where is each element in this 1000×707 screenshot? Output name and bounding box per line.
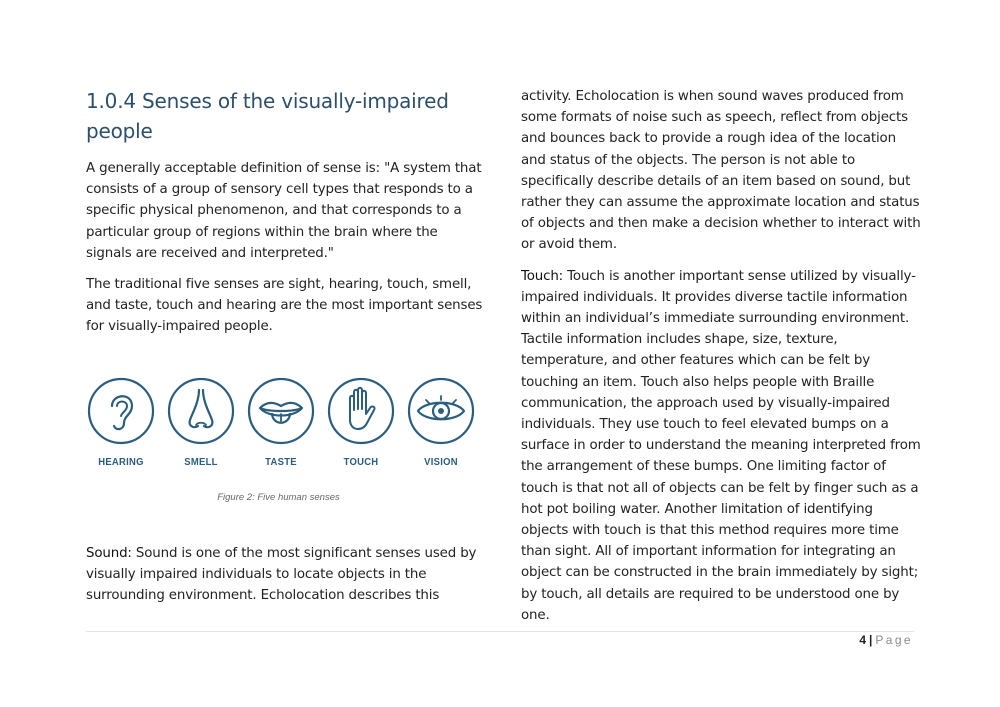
sound-paragraph-text: [86, 543, 486, 607]
sense-label-vision: VISION: [424, 456, 458, 468]
touch-text: Touch is another important sense utilized by visually-impaired individuals. It provides diverse tactile information within an individual’s immediate surrounding environment. Tactile information includes shape, size, texture, temperature, and other features which can be felt by touching an item. Touch also helps people with Braille communication, the approach used by visually-impaired individuals. They use touch to feel elevated bumps on a surface in order to understand the meaning interpreted from the arrangement of these bumps. One limiting factor of touch is that not all of objects can be felt by finger such as a hot pot boiling water. Another limitation of identifying objects with touch is that this method requires more time than sight. All of important information for integrating an object can be constructed in the brain immediately by sight; by touch, all details are required to be understood one by one.: [521, 268, 921, 623]
sense-label-hearing: HEARING: [98, 456, 144, 468]
footer-separator: |: [869, 633, 873, 647]
sense-vision: [406, 376, 476, 468]
ear-icon: [86, 376, 156, 446]
sound-term: Sound:: [86, 546, 132, 561]
page-number: 4: [859, 633, 866, 647]
left-column: [86, 86, 486, 338]
touch-paragraph: [521, 266, 921, 626]
echolocation-paragraph: activity. Echolocation is when sound waves produced from some formats of noise such as speech, reflect from objects and bounces back to provide a rough idea of the location and status of the objects. The person is not able to specifically describe details of an item based on sound, but rather they can assume the approximate location and status of objects and then make a decision whether to interact with or avoid them.: [521, 89, 921, 253]
hand-icon: [326, 376, 396, 446]
sense-definition-paragraph: A generally acceptable definition of sense is: "A system that consists of a group of sensory cell types that responds to a specific physical phenomenon, and that corresponds to a particular group of regions within the brain where the signals are received and interpreted.": [86, 161, 482, 261]
sense-touch: [326, 376, 396, 468]
sense-label-taste: TASTE: [265, 456, 297, 468]
sound-paragraph: [86, 543, 486, 607]
sense-label-touch: TOUCH: [343, 456, 379, 468]
sense-hearing: [86, 376, 156, 468]
nose-icon: [166, 376, 236, 446]
right-column: [521, 86, 921, 626]
touch-term: Touch:: [521, 268, 564, 284]
sound-text: Sound is one of the most significant senses used by visually impaired individuals to locate objects in the surrounding environment. Echolocation describes this: [86, 546, 477, 604]
tongue-icon: [246, 376, 316, 446]
five-senses-paragraph: The traditional five senses are sight, hearing, touch, smell, and taste, touch and hearing are the most important senses for visually-impaired people.: [86, 277, 483, 335]
figure-caption: Figure 2: Five human senses: [217, 492, 340, 503]
eye-icon: [406, 376, 476, 446]
footer-divider: [86, 631, 914, 632]
section-title: 1.0.4 Senses of the visually-impaired people: [86, 89, 449, 143]
page-label: Page: [875, 633, 913, 647]
sense-taste: [246, 376, 316, 468]
page-footer: [859, 633, 913, 647]
sense-smell: [166, 376, 236, 468]
five-senses-figure: [86, 376, 476, 476]
sense-label-smell: SMELL: [184, 456, 218, 468]
